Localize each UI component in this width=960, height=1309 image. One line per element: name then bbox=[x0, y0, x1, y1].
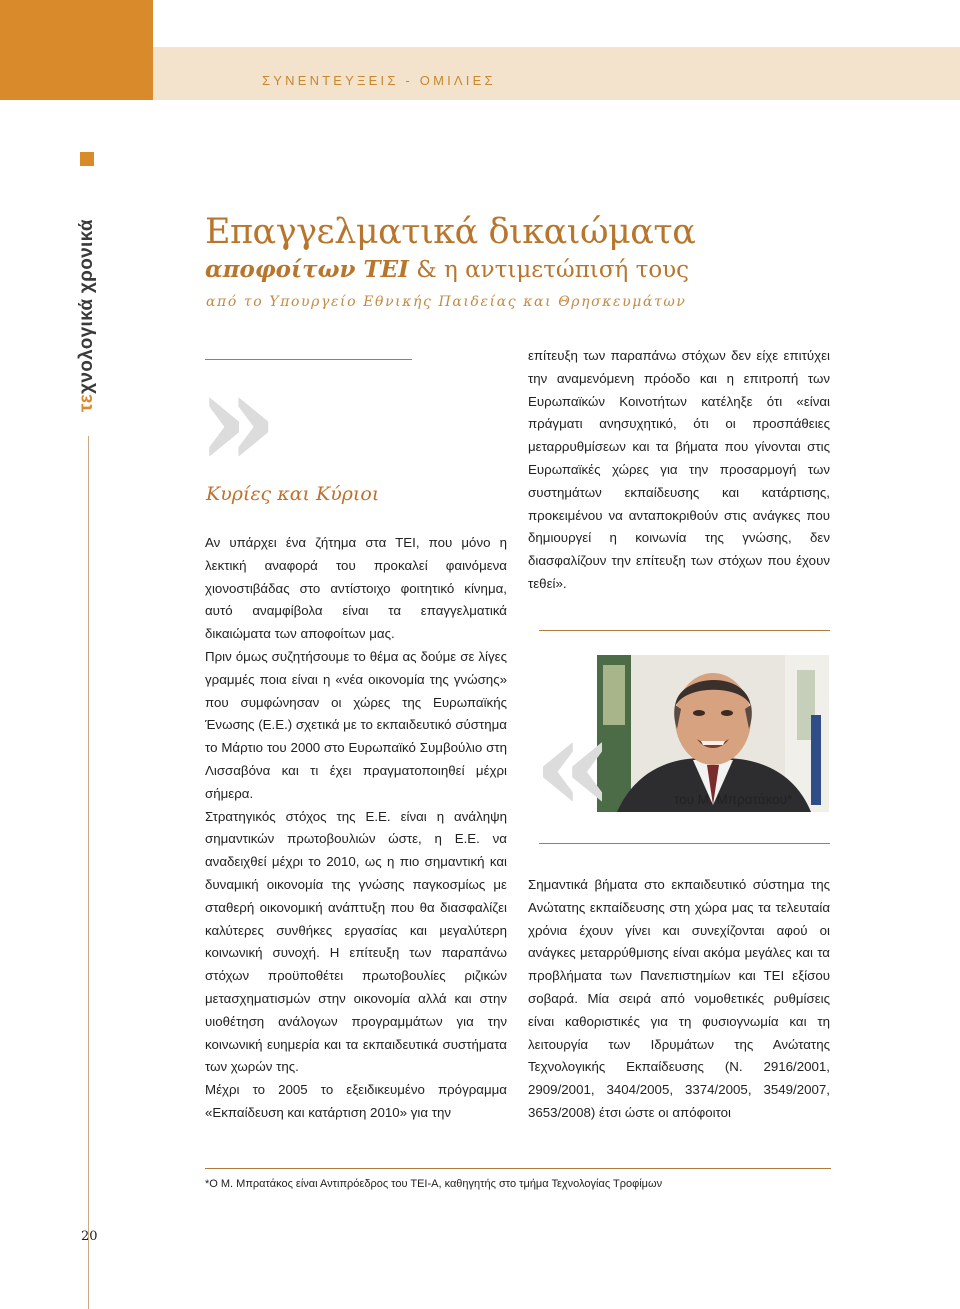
section-label: ΣΥΝΕΝΤΕΥΞΕΙΣ - ΟΜΙΛΙΕΣ bbox=[262, 73, 496, 88]
quote-close-icon: « bbox=[533, 688, 615, 841]
paragraph: Αν υπάρχει ένα ζήτημα στα ΤΕΙ, που μόνο η λεκτική αναφορά του προκαλεί φαινόμενα χιονοστιβάδας στο αντίστοιχο φοιτητικό κίνημα, αυτό αναμφίβολα είναι τα επαγγελματικά δικαιώματα των αποφοίτων μας. bbox=[205, 535, 507, 642]
brand-square-marker bbox=[80, 152, 94, 166]
right-column-bottom-text: Σημαντικά βήματα στο εκπαιδευτικό σύστημα της Ανώτατης εκπαίδευσης στη χώρα μας τα τελευταία χρόνια έχουν γίνει και συνεχίζονται αφού οι ανάγκες μεταρρύθμισης είναι ακόμα μεγάλες και τα προβλήματα των Πανεπιστημίων και ΤΕΙ εξίσου σοβαρά. Μία σειρά από νομοθετικές ρυθμίσεις είναι καθοριστικές για τη φυσιογνωμία και τη λειτουργία των Ιδρυμάτων της Ανώτατης Τεχνολογικής Εκπαίδευσης (Ν. 2916/2001, 2909/2001, 3404/2005, 3374/2005, 3549/2007, 3653/2008) έτσι ώστε οι απόφοιτοι bbox=[528, 877, 830, 1120]
paragraph: Στρατηγικός στόχος της Ε.Ε. είναι η ανάληψη σημαντικών πρωτοβουλιών ώστε, η Ε.Ε. να αναδειχθεί μέχρι το 2010, ως η πιο σημαντική και δυναμική οικονομία της γνώσης παγκοσμίως με σταθερή οικονομική ανάπτυξη που θα διασφαλίζει καλύτερες συνθήκες εργασίας και μεγαλύτερη κοινωνική συνοχή. Η επίτευξη των παραπάνω στόχων προϋποθέτει πρωτοβουλίες ριζικών μετασχηματισμών στην οικονομία αλλά και στην υιοθέτηση ανάλογων προγραμμάτων για την κοινωνική ευημερία και τα εκπαιδευτικά συστήματα των χωρών της. bbox=[205, 808, 507, 1075]
article-subtitle: από το Υπουργείο Εθνικής Παιδείας και Θρησκευμάτων bbox=[206, 294, 687, 310]
article-title-rest: & η αντιμετώπισή τους bbox=[408, 257, 690, 283]
author-caption: του Μ. Μπρατάκου* bbox=[674, 792, 793, 807]
right-column-rule-top bbox=[539, 630, 830, 631]
salutation: Κυρίες και Κύριοι bbox=[206, 483, 380, 505]
footnote-rule bbox=[205, 1168, 831, 1169]
article-title-bold: αποφοίτων ΤΕΙ bbox=[205, 256, 409, 283]
article-title-line2 bbox=[205, 256, 689, 283]
author-portrait bbox=[597, 655, 829, 812]
brand-vertical-rule bbox=[88, 436, 89, 1309]
paragraph: Πριν όμως συζητήσουμε το θέμα ας δούμε σε λίγες γραμμές ποια είναι η «νέα οικονομία της γνώσης» που συμφώνησαν οι χώρες της Ευρωπαϊκής Ένωσης (Ε.Ε.) σχετικά με το εκπαιδευτικό σύστημα το Μάρτιο του 2000 στο Ευρωπαϊκό Συμβούλιο στη Λισσαβόνα και τι έχει πραγματοποιηθεί μέχρι σήμερα. bbox=[205, 648, 507, 801]
brand-prefix: τε bbox=[76, 393, 97, 412]
paragraph: Μέχρι το 2005 το εξειδικευμένο πρόγραμμα «Εκπαίδευση και κατάρτιση 2010» για την bbox=[205, 1082, 507, 1120]
right-column-rule-bottom bbox=[539, 843, 830, 844]
page-number: 20 bbox=[81, 1229, 98, 1244]
footnote: *Ο Μ. Μπρατάκος είναι Αντιπρόεδρος του ΤΕΙ-Α, καθηγητής στο τμήμα Τεχνολογίας Τροφίμων bbox=[205, 1178, 663, 1190]
article-title: Επαγγελματικά δικαιώματα bbox=[205, 212, 696, 252]
left-column-text bbox=[205, 532, 507, 1125]
quote-open-icon: » bbox=[197, 343, 279, 496]
header-band-light bbox=[66, 47, 960, 100]
brand-vertical-title bbox=[76, 219, 98, 412]
right-column-top-text: επίτευξη των παραπάνω στόχων δεν είχε επιτύχει την αναμενόμενη πρόοδο και η επιτροπή των Ευρωπαϊκών Κοινοτήτων κατέληξε ότι «είναι πράγματι ανησυχητικό, ότι οι προσπάθειες μεταρρυθμίσεων και τα βήματα που γίνονται στις Ευρωπαϊκές χώρες για την προσαρμογή των συστημάτων εκπαίδευσης και κατάρτισης, προκειμένου να ανταποκριθούν στις ανάγκες που δημιουργεί η κοινωνία της γνώσης, δεν διασφαλίζουν την επίτευξη των στόχων που έχουν τεθεί». bbox=[528, 348, 830, 591]
portrait-illustration bbox=[597, 655, 829, 812]
header-block-accent bbox=[0, 0, 153, 100]
brand-rest: χνολογικά χρονικά bbox=[76, 219, 97, 394]
